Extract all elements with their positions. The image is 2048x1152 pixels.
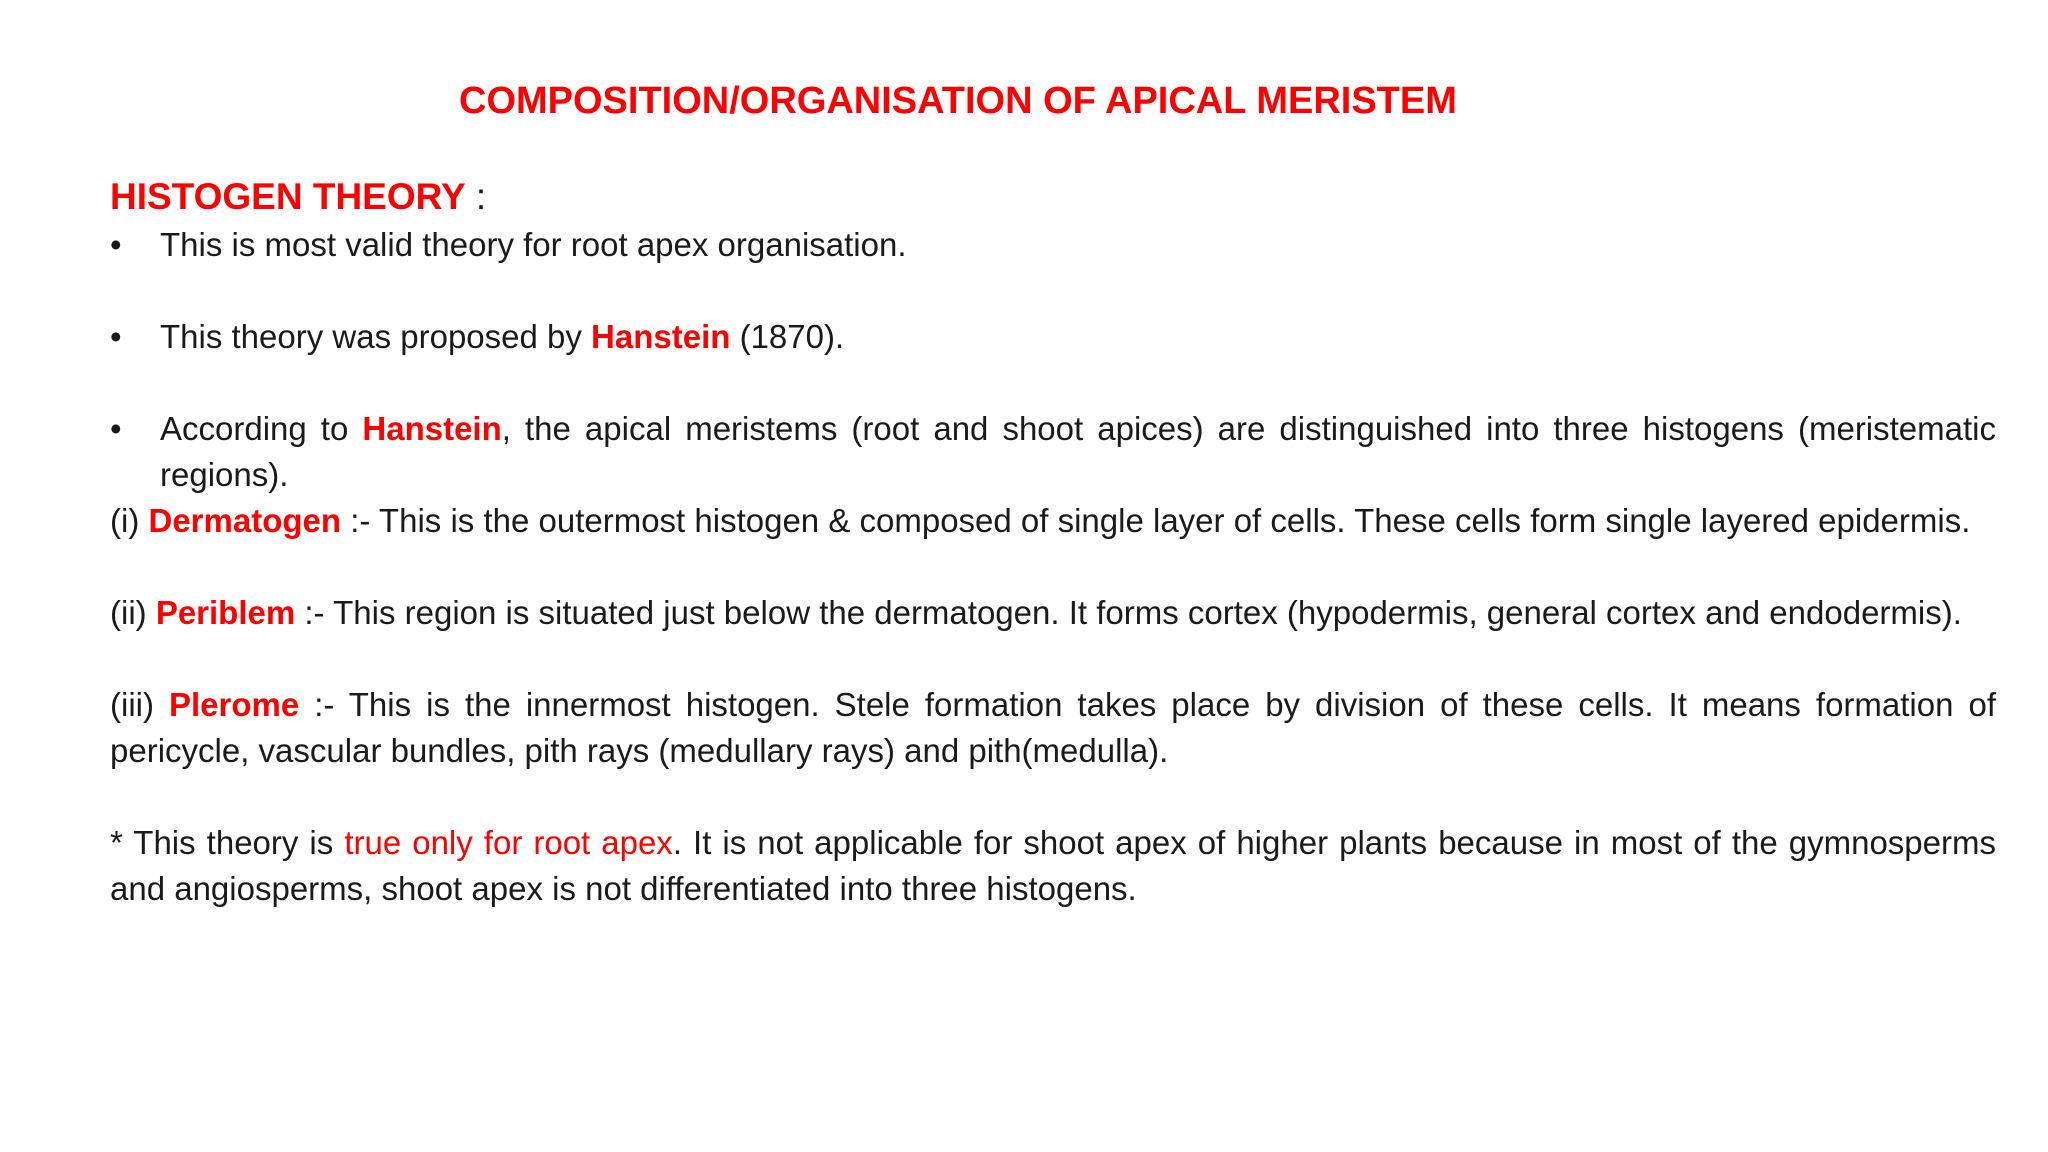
region-periblem bbox=[110, 590, 1996, 636]
bullet-text-before: This theory was proposed by bbox=[160, 318, 592, 355]
spacer bbox=[110, 636, 1996, 682]
note-paragraph bbox=[110, 820, 1996, 912]
region-prefix: (ii) bbox=[110, 594, 156, 631]
bullet-item-2 bbox=[110, 314, 1996, 360]
bullet-highlight: Hanstein bbox=[591, 318, 731, 355]
section-heading bbox=[110, 172, 1996, 222]
bullet-item-3 bbox=[110, 406, 1996, 498]
region-name: Plerome bbox=[168, 686, 300, 723]
slide-title: COMPOSITION/ORGANISATION OF APICAL MERISTEM bbox=[459, 80, 1457, 122]
note-before: * This theory is bbox=[110, 824, 345, 861]
heading-suffix: : bbox=[465, 176, 487, 217]
note-after: . It is not applicable for shoot apex of higher plants because in most of the gymnosperms and angiosperms, shoot apex is not differentiated into three histogens. bbox=[110, 824, 1996, 907]
spacer bbox=[110, 360, 1996, 406]
spacer bbox=[110, 544, 1996, 590]
bullet-list bbox=[110, 222, 1996, 498]
bullet-text-before: According to bbox=[160, 410, 363, 447]
region-desc: :- This is the innermost histogen. Stele formation takes place by division of these cells. It means formation of pericycle, vascular bundles, pith rays (medullary rays) and pith(medulla). bbox=[110, 686, 1996, 769]
bullet-text-after: , the apical meristems (root and shoot apices) are distinguished into three histogens (meristematic regions). bbox=[160, 410, 1996, 493]
heading-label: HISTOGEN THEORY bbox=[110, 176, 466, 217]
bullet-text-after: (1870). bbox=[730, 318, 845, 355]
bullet-highlight: Hanstein bbox=[362, 410, 502, 447]
bullet-dot-icon: • bbox=[110, 318, 122, 355]
region-dermatogen bbox=[110, 498, 1996, 544]
region-desc: :- This region is situated just below the dermatogen. It forms cortex (hypodermis, general cortex and endodermis). bbox=[295, 594, 1962, 631]
bullet-text: This is most valid theory for root apex organisation. bbox=[160, 226, 907, 263]
region-desc: :- This is the outermost histogen & composed of single layer of cells. These cells form single layered epidermis. bbox=[341, 502, 1971, 539]
region-plerome bbox=[110, 682, 1996, 774]
region-prefix: (i) bbox=[110, 502, 149, 539]
bullet-item-1 bbox=[110, 222, 1996, 268]
spacer bbox=[110, 268, 1996, 314]
region-prefix: (iii) bbox=[110, 686, 169, 723]
spacer bbox=[110, 774, 1996, 820]
region-name: Periblem bbox=[155, 594, 296, 631]
region-name: Dermatogen bbox=[148, 502, 342, 539]
note-highlight: true only for root apex bbox=[344, 824, 673, 861]
bullet-dot-icon: • bbox=[110, 226, 122, 263]
slide-content bbox=[110, 172, 1996, 912]
bullet-dot-icon: • bbox=[110, 410, 122, 447]
